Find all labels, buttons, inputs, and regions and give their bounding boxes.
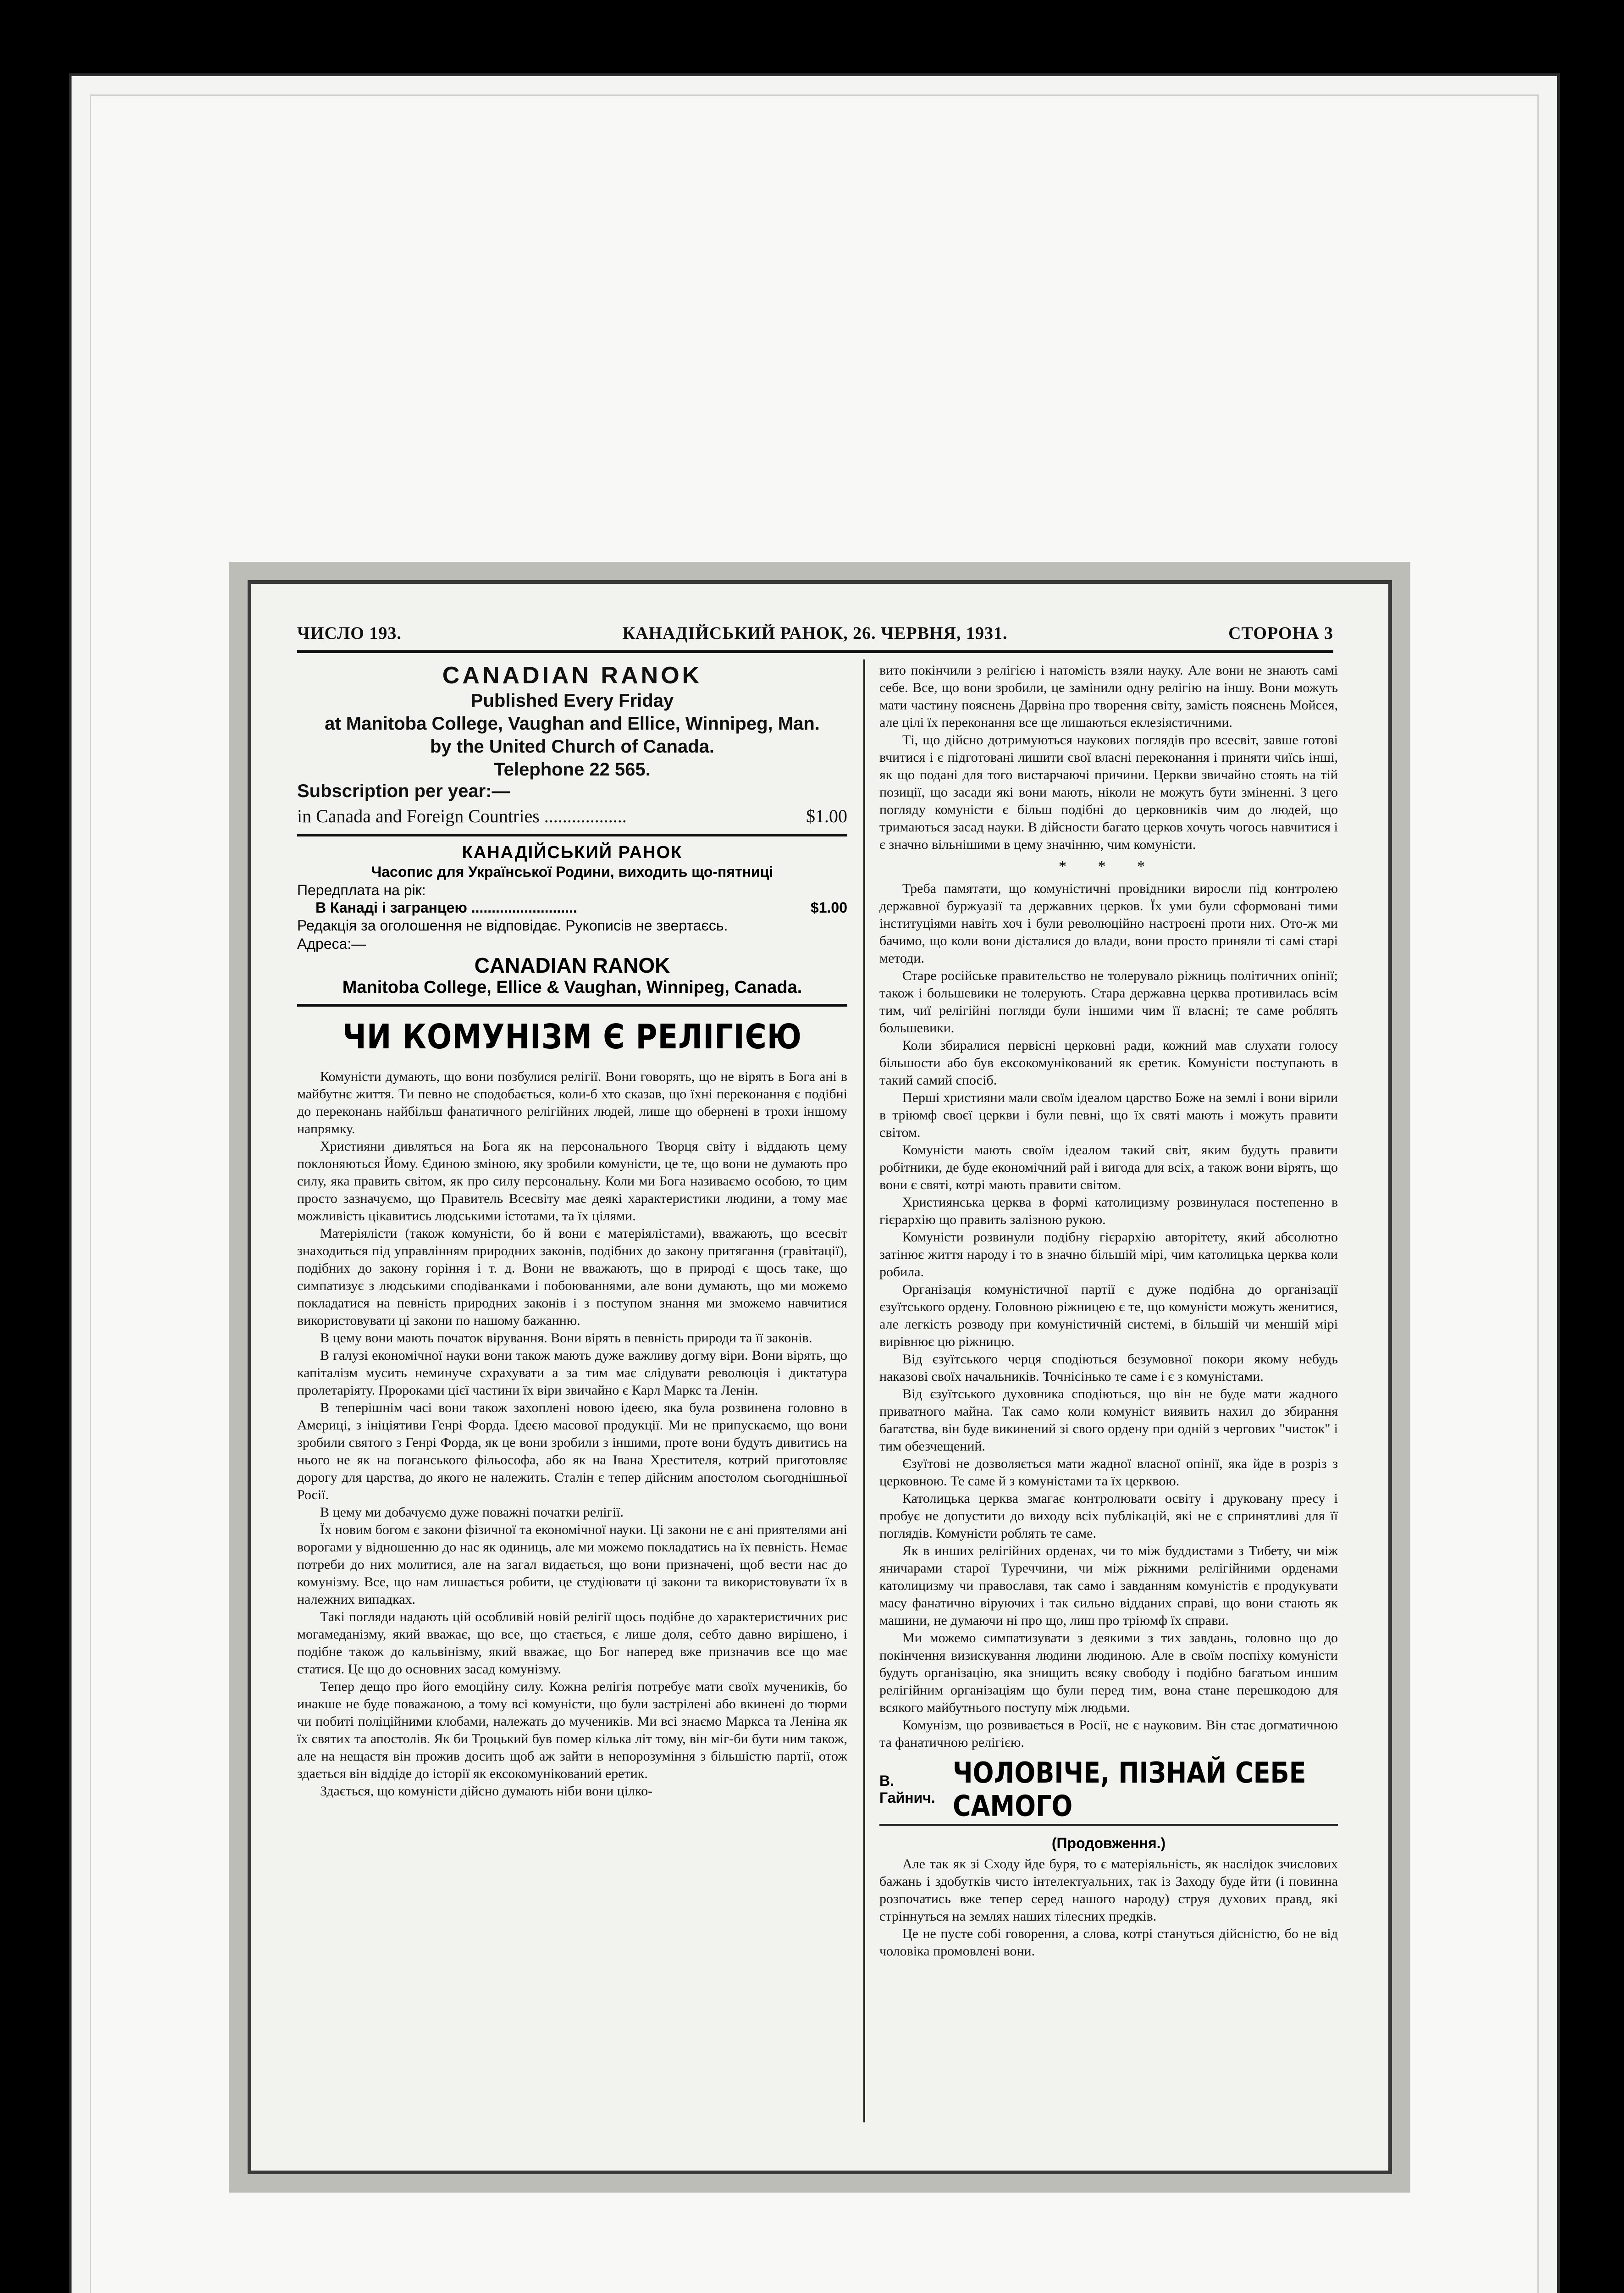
ua-subscription-price: $1.00 bbox=[810, 899, 847, 916]
article-paragraph: Це не пусте собі говорення, а слова, котрі стануться дійсністю, бо не від чоловіка промовлені вони. bbox=[879, 1926, 1338, 1959]
masthead-line: by the United Church of Canada. bbox=[430, 737, 715, 757]
ua-subscription-label: В Канаді і загранцею .......................... bbox=[315, 899, 577, 916]
right-column bbox=[879, 662, 1338, 1960]
article-paragraph: В галузі економічної науки вони також мають дуже важливу догму віри. Вони вірять, що капіталізм мусить неминуче схрахувати а за тим має слідувати революція і диктатура пролетаріяту. Пророками цієї частини їх віри звичайно є Карл Маркс та Ленін. bbox=[297, 1348, 847, 1398]
ua-masthead-line: Адреса:— bbox=[297, 936, 366, 952]
article-paragraph: Як в инших релігійних орденах, чи то між буддистами з Тибету, чи між яничарами старої Туреччини, чи між ріжними релігійними орденами католицизму чи православя, так само і завданням комуністів є продукувати масу фанатично віруючих і так сильно відданих справі, що вони стають як машини, не думаючи ні про що, лиш про тріюмф їх справи. bbox=[879, 1543, 1338, 1628]
article-paragraph: Перші християни мали своїм ідеалом царство Боже на землі і вони вірили в тріюмф своєї церкви і були певні, що їх святі мають і можуть правити світом. bbox=[879, 1090, 1338, 1140]
masthead-line: Telephone 22 565. bbox=[494, 759, 651, 780]
article2-continued: (Продовження.) bbox=[1051, 1835, 1166, 1851]
article-paragraph: Християни дивляться на Бога як на персонального Творця світу і віддають цему поклоняються Йому. Єдиною зміною, яку зробили комуністи, це те, що вони не думають про силу, яка править світом, як про силу персональну. Коли ми Бога називаємо особою, то цим просто зазначуємо, що Правитель Всесвіту має деякі характеристики людини, а тому має можливість цікавитись людськими істотами, та їх цілями. bbox=[297, 1139, 847, 1224]
article-paragraph: Християнська церква в формі католицизму розвинулася постепенно в гієрархію що править залізною рукою. bbox=[879, 1195, 1338, 1227]
article-paragraph: Але так як зі Сходу йде буря, то є матеріяльність, як наслідок зчислових бажань і здобутків чисто інтелектуальних, так із Заходу буде йти (і повинна розпочатись вже тепер серед нашого народу) струя духових правд, які стріннуться на землях наших тілесних предків. bbox=[879, 1856, 1338, 1924]
subscription-row bbox=[297, 805, 847, 827]
article-headline: ЧИ КОМУНІЗМ Є РЕЛІГІЄЮ bbox=[342, 1018, 802, 1057]
article-paragraph: Ми можемо симпатизувати з деякими з тих завдань, головно що до покінчення визискування людини людиною. Але в своїм поспіху комуністи будуть організацію, яка знищить всяку свободу і подібно багатьом иншим релігійним організаціям що були перед тим, вона стане перешкодою для всякого майбутнього поступу між людьми. bbox=[879, 1630, 1338, 1715]
article2-divider bbox=[879, 1824, 1338, 1826]
address-line: Manitoba College, Ellice & Vaughan, Winnipeg, Canada. bbox=[342, 978, 802, 997]
article2-author: В. Гайнич. bbox=[879, 1772, 935, 1806]
article-paragraph: Ті, що дійсно дотримуються наукових поглядів про всесвіт, завше готові вчитися і є підготовані лишити свої власні переконання і приняти чиїсь інші, як що подані для того вистарчаючі причини. Церкви звичайно стоять на тій позиції, що засади які вони мають, ніколи не можуть бути зміненні. З цего погляду комуністи є більш подібні до церковників чим до людей, що тримаються засад науки. В дійсности багато церков хочуть чогось навчитися і є значно вільнішими в цему значінню, чим комуністи. bbox=[879, 732, 1338, 852]
article-paragraph: Комунізм, що розвивається в Росії, не є науковим. Він стає догматичною та фанатичною релігією. bbox=[879, 1717, 1338, 1750]
article-paragraph: Здається, що комуністи дійсно думають ніби вони цілко- bbox=[320, 1783, 653, 1799]
masthead-english bbox=[297, 662, 847, 827]
masthead-title: CANADIAN RANOK bbox=[442, 662, 702, 689]
masthead-line: Published Every Friday bbox=[470, 691, 674, 711]
ua-masthead-line: Часопис для Української Родини, виходить що-пятниці bbox=[371, 864, 773, 880]
article-paragraph: Комуністи думають, що вони позбулися релігії. Вони говорять, що не вірять в Бога ані в майбутнє життя. Ти певно не сподобається, коли-б хто сказав, що їхні переконання є подібні до переконань найбільш фанатичного релігійних людей, лише що обернені в трохи іншому напрямку. bbox=[297, 1069, 847, 1136]
article-paragraph: В цему вони мають початок вірування. Вони вірять в певність природи та її законів. bbox=[320, 1330, 812, 1346]
article-paragraph: Комуністи розвинули подібну гієрархію авторітету, який абсолютно затінює життя народу і то в значно більшій мірі, чим католицька церква коли робила. bbox=[879, 1230, 1338, 1279]
subscription-label: in Canada and Foreign Countries .................. bbox=[297, 806, 627, 826]
paper-date: КАНАДІЙСЬКИЙ РАНОК, 26. ЧЕРВНЯ, 1931. bbox=[622, 624, 1008, 643]
article-paragraph: вито покінчили з релігією і натомість взяли науку. Але вони не знають самі себе. Все, що вони зробили, це замінили одну релігію на іншу. Вони можуть мати частину пояснень Дарвіна про творення світу, замість пояснень Мойсея, але цілі їх переконання все ще лишаються еклезіястичними. bbox=[879, 663, 1338, 730]
article2-title: ЧОЛОВІЧЕ, ПІЗНАЙ СЕБЕ САМОГО bbox=[952, 1756, 1306, 1823]
article-paragraph: В цему ми добачуємо дуже поважні початки релігії. bbox=[320, 1505, 624, 1520]
article-paragraph: Матеріялісти (також комуністи, бо й вони є матеріялістами), вважають, що всесвіт знаходиться під управлінням природних законів, подібних до закону притягання (гравітації), подібних до закону горіння і т. д. Вони не вважають, що в природі є щось таке, що симпатизує з людськими сподіванками і побоюваннями, але вони думають, що ми можемо покладатися на певність природних законів і з поступом знання ми зможемо навчитися використовувати ці закони по нашому бажанню. bbox=[297, 1226, 847, 1328]
address-title: CANADIAN RANOK bbox=[474, 953, 670, 977]
article-paragraph: Старе російське правительство не толерувало ріжниць політичних опінії; також і большевики не толерують. Стара державна церква противилась всім тим, чиї релігійні погляди були іншими чим її власні; те саме роблять большевики. bbox=[879, 968, 1338, 1036]
column-rule bbox=[863, 659, 865, 2122]
masthead-divider bbox=[297, 1004, 847, 1007]
article-paragraph: Католицька церква змагає контролювати освіту і друковану пресу і пробує не допустити до виходу всіх публікацій, які не є спринятливі для її поглядів. Комуністи роблять те саме. bbox=[879, 1491, 1338, 1541]
article-continuation bbox=[879, 662, 1338, 1751]
paper-content bbox=[297, 618, 1352, 2145]
article-paragraph: Організація комуністичної партії є дуже подібна до організації єзуїтського ордену. Головною ріжницею є те, що комуністи можуть женитися, але легкість розводу при комуністичній системі, в більшій чи меншій мірі вирівнює цю ріжницю. bbox=[879, 1282, 1338, 1349]
masthead-line: at Manitoba College, Vaughan and Ellice, Winnipeg, Man. bbox=[325, 714, 820, 734]
section-stars: * * * bbox=[1059, 858, 1159, 875]
left-column bbox=[297, 662, 847, 1800]
ua-masthead-line: Передплата на рік: bbox=[297, 882, 426, 898]
subscription-price: $1.00 bbox=[806, 806, 847, 826]
article-paragraph: Треба памятати, що комуністичні провідники виросли під контролею державної буржуазії та державних церков. Їх уми були сформовані тими інституціями навіть хоч і були революційно настроєні проти них. Ото-ж ми бачимо, що коли вони дісталися до влади, вони просто приняли ті самі старі методи. bbox=[879, 881, 1338, 966]
masthead-divider bbox=[297, 834, 847, 836]
article2-byline bbox=[879, 1756, 1338, 1823]
article-paragraph: Єзуїтові не дозволяється мати жадної власної опінії, яка йде в розріз з церковною. Те саме й з комуністами та їх церквою. bbox=[879, 1456, 1338, 1489]
ua-masthead-title: КАНАДІЙСЬКИЙ РАНОК bbox=[462, 843, 683, 862]
article-paragraph: Такі погляди надають цій особливій новій релігії щось подібне до характеристичних рис могамеданізму, який вважає, що все, що стається, є лише доля, себто давно вирішено, і подібне також до кальвінізму, який вважає, що Бог наперед вже призначив все що має статися. Це що до основних засад комунізму. bbox=[297, 1609, 847, 1677]
masthead-ukrainian bbox=[297, 843, 847, 997]
article-paragraph: Коли збиралися первісні церковні ради, кожний мав слухати голосу більшости або був ексокомунікований як єретик. Комуністи поступають в такий самий спосіб. bbox=[879, 1038, 1338, 1088]
running-head bbox=[297, 618, 1333, 643]
ua-masthead-line: Редакція за оголошення не відповідає. Рукописів не звертаєсь. bbox=[297, 917, 728, 934]
subscription-heading: Subscription per year:— bbox=[297, 781, 510, 801]
issue-number: ЧИСЛО 193. bbox=[297, 624, 402, 643]
article-paragraph: Від єзуїтського черця сподіються безумовної покори якому небудь наказові своїх начальників. Точнісінько те саме і є з комуністами. bbox=[879, 1351, 1338, 1384]
article-paragraph: Від єзуїтського духовника сподіються, що він не буде мати жадного приватного майна. Так само коли комуніст виявить нахил до збирання багатства, він буде викинений зі свого ордену при одній з чергових "чисток" і тим обезчещений. bbox=[879, 1386, 1338, 1454]
newspaper-page bbox=[248, 580, 1392, 2174]
page-number: СТОРОНА 3 bbox=[1228, 624, 1333, 643]
article-paragraph: Тепер дещо про його емоційну силу. Кожна релігія потребує мати своїх мучеників, бо инакше не буде поважаною, а тому всі комуністи, що були застрілені або вкинені до тюрми чи побиті поліційними клобами, належать до мучеників. Ми всі знаємо Маркса та Леніна як їх святих та апостолів. Як би Троцький був помер кілька літ тому, він міг-би бути ним також, але на нещастя він прожив досить щоб аж зайти в непорозуміння з більшістю партії, отож здається він віддіде до історії як ексокомунікований еретик. bbox=[297, 1679, 847, 1781]
article-body bbox=[297, 1068, 847, 1800]
header-rule bbox=[297, 650, 1333, 653]
ua-subscription-row bbox=[297, 899, 847, 916]
article-paragraph: В теперішнім часі вони також захоплені новою ідеєю, яка була розвинена головно в Америці, з ініціятиви Генрі Форда. Ідеєю масової продукції. Ми не припускаємо, що вони зробили святого з Генрі Форда, як це вони зробили з іншими, проте вони будуть дивитись на нього не як на поганського фільософа, або як на Івана Хрестителя, котрий приготовляє дорогу для царства, до якого не належить. Сталін є тепер дійсним апостолом сьогоднішньої Росії. bbox=[297, 1400, 847, 1502]
article-paragraph: Комуністи мають своїм ідеалом такий світ, яким будуть правити робітники, де буде економічний рай і вигода для всіх, а також вони вірять, що вони є святі, котрі мають правити світом. bbox=[879, 1142, 1338, 1192]
article-paragraph: Їх новим богом є закони фізичної та економічної науки. Ці закони не є ані приятелями ані ворогами у відношенню до нас як одиниць, але ми можемо покладатись на їх певність. Немає потреби до них молитися, але на загал видається, що вони призначені, щоб вести нас до комунізму. Все, що нам лишається робити, це студіювати ці закони та використовувати їх в належних випадках. bbox=[297, 1522, 847, 1607]
